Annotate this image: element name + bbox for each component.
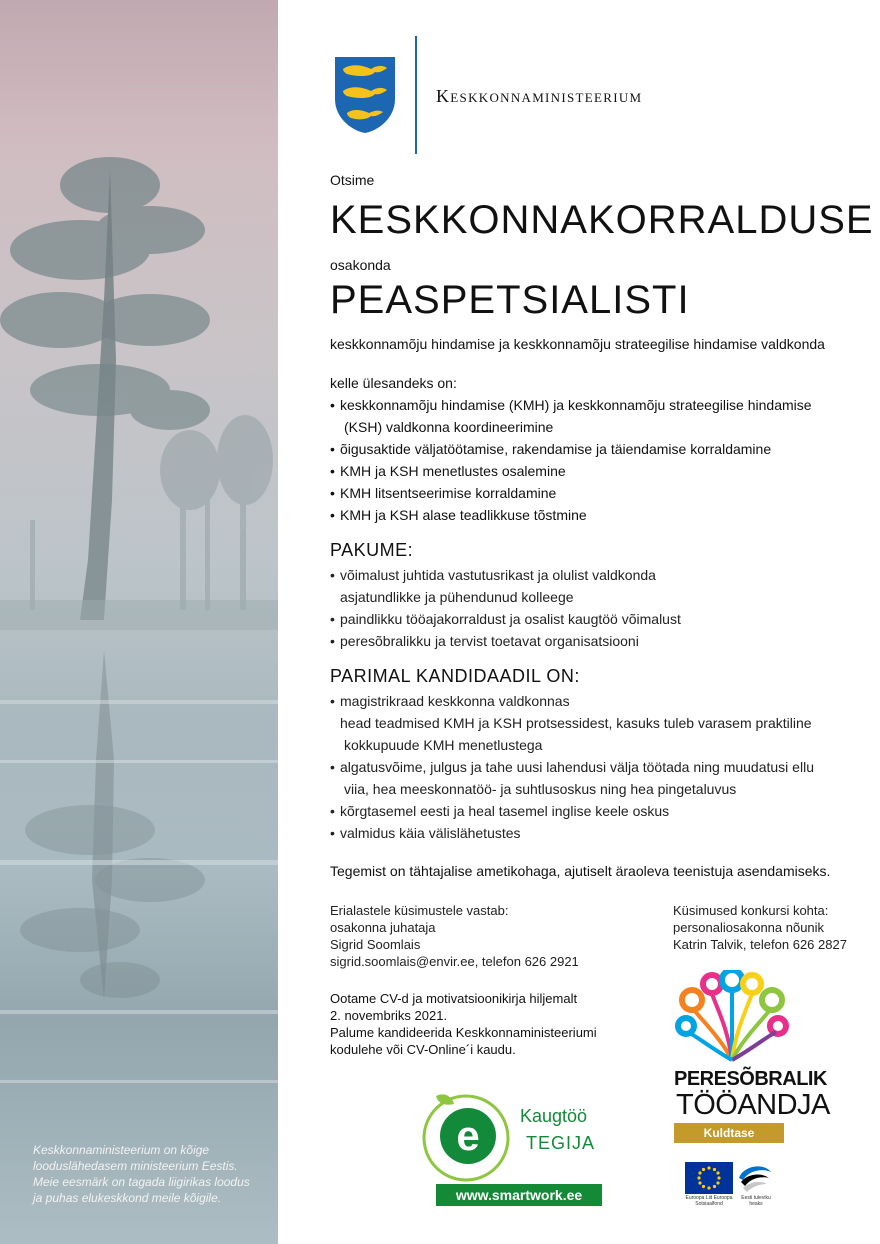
offer-list [330,564,681,652]
list-item: • KMH ja KSH alase teadlikkuse tõstmine [330,504,812,526]
deadline-line: Palume kandideerida Keskkonnaministeeriumi [330,1025,597,1040]
gold-level-badge: Kuldtase [674,1123,784,1143]
photo-caption [33,1142,273,1206]
list-item: • võimalust juhtida vastutusrikast ja olulist valdkonda [330,564,681,586]
contact-right [673,902,847,953]
kaugtoo-line1: Kaugtöö [520,1106,588,1126]
svg-text:e: e [456,1112,480,1159]
contact-email[interactable]: sigrid.soomlais@envir.ee, telefon 626 2921 [330,954,579,969]
landscape-photo [0,0,278,1244]
offer-title: PAKUME: [330,540,414,560]
contact-line: Sigrid Soomlais [330,937,421,952]
pere-line1: PERESÕBRALIK [674,1068,827,1090]
header-divider [415,36,417,154]
list-item: • KMH litsentseerimise korraldamine [330,482,812,504]
contact-line: Küsimused konkursi kohta: [673,903,829,918]
list-item: • magistrikraad keskkonna valdkonnas [330,690,814,712]
contact-line: Erialastele küsimustele vastab: [330,903,509,918]
contact-left [330,902,579,970]
caption-line: looduslähedasem ministeerium Eestis. [33,1159,238,1173]
deadline-line: Ootame CV-d ja motivatsioonikirja hiljemalt [330,991,578,1006]
intro-text: Otsime [330,172,375,188]
eu-stars-icon [685,1162,733,1194]
field-text: keskkonnamõju hindamise ja keskkonnamõju strateegilise hindamise valdkonda [330,336,825,352]
caption-line: ja puhas elukeskkond meile kõigile. [33,1191,222,1205]
smartwork-link[interactable]: www.smartwork.ee [436,1184,602,1206]
deadline-line: kodulehe või CV-Online´i kaudu. [330,1042,516,1057]
contact-line: osakonna juhataja [330,920,436,935]
family-friendly-employer-icon [672,970,792,1070]
deadline-block [330,990,597,1058]
estonian-flag-swirl-icon [737,1162,773,1194]
position-title: PEASPETSIALISTI [330,278,690,322]
list-item [330,416,812,438]
tasks-list [330,394,812,526]
tasks-intro: kelle ülesandeks on: [330,375,457,391]
contact-line: Katrin Talvik, telefon 626 2827 [673,937,847,952]
estonian-coat-of-arms-icon [333,55,397,135]
list-item: • peresõbralikku ja tervist toetavat organisatsiooni [330,630,681,652]
list-item: • õigusaktide väljatöötamise, rakendamise ja täiendamise korraldamine [330,438,812,460]
pere-line2: TÖÖANDJA [676,1089,830,1121]
department-title: KESKKONNAKORRALDUSE [330,198,874,242]
list-item: • kõrgtasemel eesti ja heal tasemel inglise keele oskus [330,800,814,822]
deadline-line: 2. novembriks 2021. [330,1008,448,1023]
list-item: head teadmised KMH ja KSH protsessidest, kasuks tuleb varasem praktiline [340,715,812,731]
list-item: kokkupuude KMH menetlustega [344,737,543,753]
candidate-title: PARIMAL KANDIDAADIL ON: [330,666,580,686]
list-item: • paindlikku tööajakorraldust ja osalist kaugtöö võimalust [330,608,681,630]
department-suffix: osakonda [330,257,391,273]
est-caption: Eesti tuleviku heaks [741,1195,771,1207]
eu-caption: Euroopa Liit Euroopa Sotsiaalfond [685,1195,733,1207]
ministry-name: Keskkonnaministeerium [436,86,643,106]
caption-line: Keskkonnaministeerium on kõige [33,1143,210,1157]
candidate-list [330,690,814,844]
kaugtoo-line2: TEGIJA [526,1133,596,1153]
tree-reflection-illustration [0,0,278,1244]
list-item: • keskkonnamõju hindamise (KMH) ja keskkonnamõju strateegilise hindamise [330,394,812,416]
contract-note: Tegemist on tähtajalise ametikohaga, ajutiselt äraoleva teenistuja asendamiseks. [330,863,831,879]
list-item: • algatusvõime, julgus ja tahe uusi lahendusi välja töötada ning muudatusi ellu [330,756,814,778]
list-item: • valmidus käia välislähetustes [330,822,814,844]
eu-flag-icon [685,1162,733,1194]
list-item: • KMH ja KSH menetlustes osalemine [330,460,812,482]
contact-line: personaliosakonna nõunik [673,920,825,935]
list-item: viia, hea meeskonnatöö- ja suhtlusoskus ning hea pingetaluvus [344,781,737,797]
list-item: asjatundlikke ja pühendunud kolleege [340,589,574,605]
list-item-continuation: (KSH) valdkonna koordineerimine [344,419,554,435]
caption-line: Meie eesmärk on tagada liigirikas loodus [33,1175,250,1189]
